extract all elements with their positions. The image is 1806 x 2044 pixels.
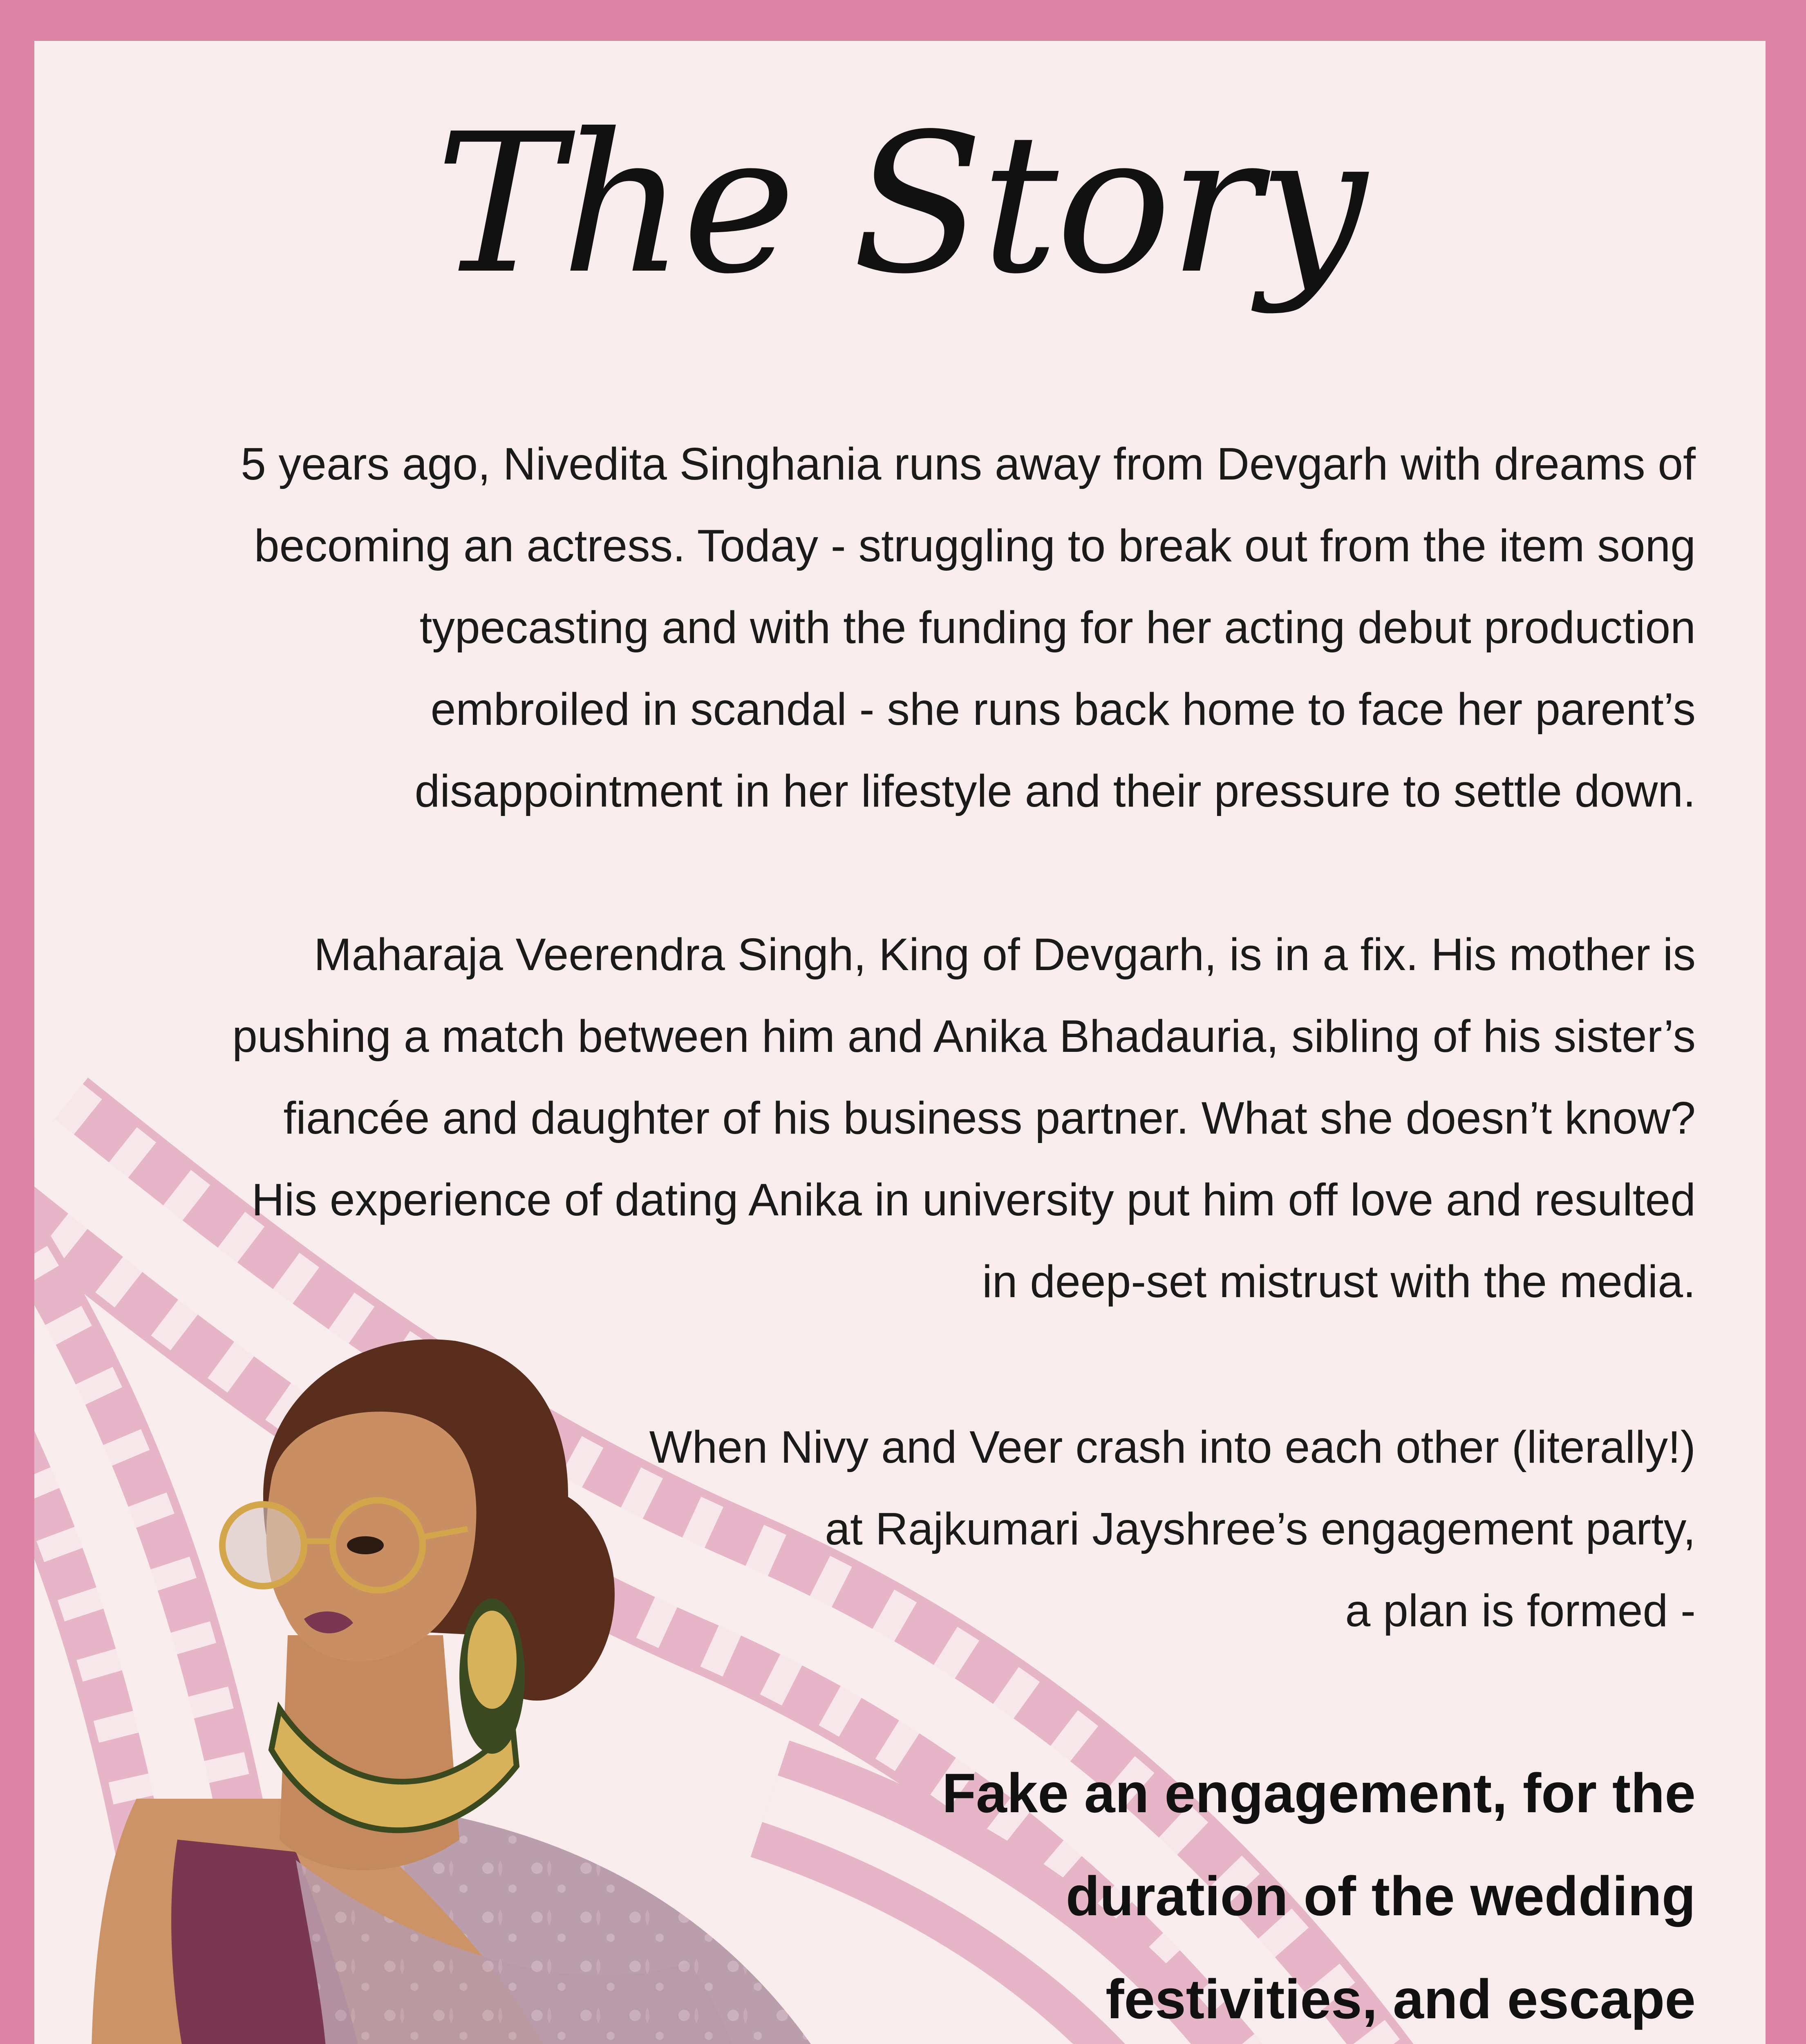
page-title: The Story bbox=[435, 92, 1365, 316]
paragraph-line: pushing a match between him and Anika Bhadauria, sibling of his sister’s bbox=[232, 1011, 1696, 1062]
paragraph-line: 5 years ago, Nivedita Singhania runs away from Devgarh with dreams of bbox=[241, 439, 1696, 489]
story-tagline bbox=[942, 1741, 1696, 2044]
tagline-line: Fake an engagement, for the bbox=[942, 1762, 1696, 1824]
paragraph-line: typecasting and with the funding for her acting debut production bbox=[419, 602, 1696, 653]
paragraph-line: at Rajkumari Jayshree’s engagement party, bbox=[825, 1504, 1696, 1554]
tagline-line: festivities, and escape bbox=[1106, 1968, 1696, 2030]
story-paragraph-2 bbox=[232, 914, 1696, 1322]
paragraph-line: in deep-set mistrust with the media. bbox=[982, 1256, 1696, 1307]
paragraph-line: fiancée and daughter of his business partner. What she doesn’t know? bbox=[283, 1093, 1696, 1143]
story-paragraph-3 bbox=[649, 1406, 1696, 1652]
story-paragraph-1 bbox=[241, 423, 1696, 832]
paragraph-line: a plan is formed - bbox=[1345, 1585, 1696, 1636]
paragraph-line: embroiled in scandal - she runs back home to face her parent’s bbox=[430, 684, 1696, 735]
paragraph-line: His experience of dating Anika in university put him off love and resulted bbox=[251, 1174, 1696, 1225]
story-card bbox=[34, 41, 1766, 2044]
paragraph-line: becoming an actress. Today - struggling to break out from the item song bbox=[254, 520, 1696, 571]
paragraph-line: When Nivy and Veer crash into each other (literally!) bbox=[649, 1422, 1696, 1472]
paragraph-line: Maharaja Veerendra Singh, King of Devgarh, is in a fix. His mother is bbox=[313, 929, 1696, 980]
paragraph-line: disappointment in her lifestyle and their pressure to settle down. bbox=[414, 766, 1696, 816]
tagline-line: duration of the wedding bbox=[1065, 1865, 1696, 1927]
